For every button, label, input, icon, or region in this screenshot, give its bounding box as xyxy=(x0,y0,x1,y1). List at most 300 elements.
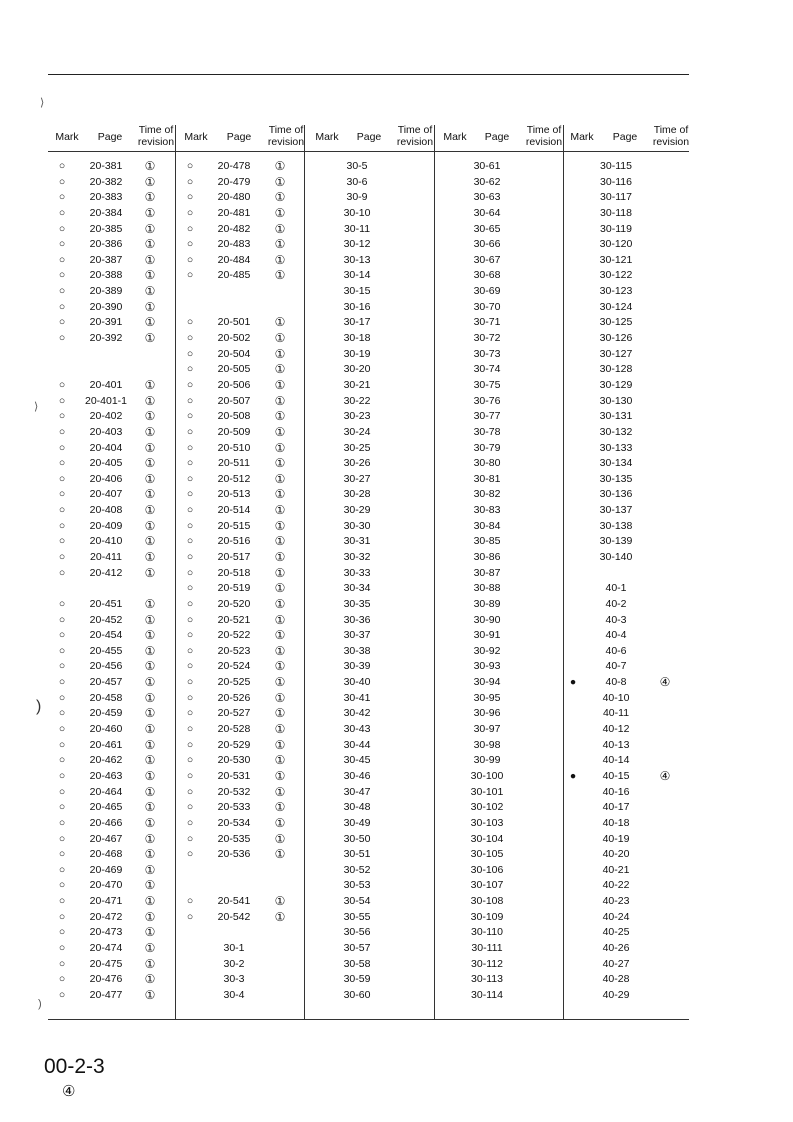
mark-cell: ○ xyxy=(186,833,194,845)
page-cell: 30-108 xyxy=(470,895,504,907)
revision-cell: ① xyxy=(274,190,286,204)
page-cell: 30-13 xyxy=(343,254,371,266)
page-cell: 20-388 xyxy=(89,269,123,281)
page-cell: 30-90 xyxy=(473,614,501,626)
page-cell: 30-14 xyxy=(343,269,371,281)
page-cell: 30-33 xyxy=(343,567,371,579)
mark-cell: ○ xyxy=(186,348,194,360)
page-cell: 20-381 xyxy=(89,160,123,172)
page-cell: 20-392 xyxy=(89,332,123,344)
revision-cell: ① xyxy=(144,628,156,642)
page-cell: 20-455 xyxy=(89,645,123,657)
page-cell: 30-118 xyxy=(600,207,632,219)
page-cell: 30-139 xyxy=(599,535,633,547)
revision-cell: ① xyxy=(274,159,286,173)
page-cell: 30-137 xyxy=(599,504,633,516)
page-cell: 30-91 xyxy=(473,629,501,641)
revision-cell: ① xyxy=(274,894,286,908)
revision-cell: ① xyxy=(144,800,156,814)
revision-cell: ① xyxy=(274,613,286,627)
header-rule xyxy=(48,151,689,152)
page-cell: 30-126 xyxy=(599,332,633,344)
mark-cell: ○ xyxy=(58,379,66,391)
page-cell: 30-50 xyxy=(343,833,371,845)
revision-cell: ① xyxy=(144,425,156,439)
page-cell: 30-52 xyxy=(343,864,371,876)
page-cell: 30-111 xyxy=(471,942,503,954)
page-cell: 20-390 xyxy=(89,301,123,313)
mark-cell: ○ xyxy=(186,410,194,422)
page-cell: 20-522 xyxy=(217,629,251,641)
page-cell: 20-466 xyxy=(89,817,123,829)
column-separator xyxy=(304,125,305,1020)
page-cell: 30-135 xyxy=(599,473,633,485)
page-cell: 30-82 xyxy=(473,488,501,500)
mark-cell: ○ xyxy=(186,160,194,172)
revision-cell: ① xyxy=(274,910,286,924)
page-cell: 20-533 xyxy=(217,801,251,813)
page-cell: 20-407 xyxy=(89,488,123,500)
mark-cell: ○ xyxy=(58,707,66,719)
page-cell: 40-10 xyxy=(602,692,630,704)
page-cell: 30-17 xyxy=(343,316,371,328)
revision-cell: ① xyxy=(274,222,286,236)
page-cell: 30-6 xyxy=(346,176,368,188)
revision-cell: ① xyxy=(144,441,156,455)
mark-cell: ○ xyxy=(186,442,194,454)
mark-cell: ○ xyxy=(58,739,66,751)
revision-cell: ① xyxy=(144,456,156,470)
page-cell: 40-25 xyxy=(602,926,630,938)
revision-cell: ① xyxy=(144,487,156,501)
page-cell: 30-32 xyxy=(343,551,371,563)
revision-cell: ① xyxy=(144,550,156,564)
revision-cell: ① xyxy=(274,362,286,376)
page-cell: 30-120 xyxy=(599,238,633,250)
page-cell: 40-24 xyxy=(602,911,630,923)
page-cell: 20-410 xyxy=(89,535,123,547)
page-cell: 40-6 xyxy=(605,645,627,657)
page-cell: 20-501 xyxy=(217,316,251,328)
page-cell: 30-75 xyxy=(473,379,501,391)
page-cell: 20-478 xyxy=(217,160,251,172)
mark-cell: ○ xyxy=(186,488,194,500)
mark-cell: ○ xyxy=(186,238,194,250)
page-cell: 20-458 xyxy=(89,692,123,704)
page-cell: 20-482 xyxy=(217,223,251,235)
page-cell: 40-19 xyxy=(602,833,630,845)
mark-cell: ○ xyxy=(58,332,66,344)
revision-cell: ① xyxy=(144,472,156,486)
page-cell: 20-518 xyxy=(217,567,251,579)
page-cell: 30-121 xyxy=(599,254,633,266)
page-cell: 20-473 xyxy=(89,926,123,938)
revision-cell: ① xyxy=(274,268,286,282)
page-cell: 30-46 xyxy=(343,770,371,782)
page-cell: 30-39 xyxy=(343,660,371,672)
mark-cell: ○ xyxy=(58,958,66,970)
revision-cell: ① xyxy=(144,941,156,955)
page-cell: 30-62 xyxy=(473,176,501,188)
page-cell: 20-409 xyxy=(89,520,123,532)
mark-cell: ○ xyxy=(186,911,194,923)
page-cell: 30-58 xyxy=(343,958,371,970)
mark-cell: ○ xyxy=(186,786,194,798)
page-cell: 30-101 xyxy=(470,786,504,798)
header-page: Page xyxy=(97,131,123,143)
mark-cell: ○ xyxy=(186,551,194,563)
page-cell: 20-531 xyxy=(217,770,251,782)
page-cell: 30-136 xyxy=(599,488,633,500)
page-cell: 30-24 xyxy=(343,426,371,438)
revision-cell: ① xyxy=(144,394,156,408)
page-cell: 30-72 xyxy=(473,332,501,344)
header-time-of-revision: Time of revision xyxy=(525,124,563,148)
mark-cell: ○ xyxy=(58,833,66,845)
revision-cell: ① xyxy=(144,659,156,673)
revision-cell: ① xyxy=(144,863,156,877)
revision-cell: ① xyxy=(274,785,286,799)
mark-cell: ○ xyxy=(186,457,194,469)
revision-cell: ① xyxy=(144,175,156,189)
page-cell: 20-520 xyxy=(217,598,251,610)
revision-cell: ① xyxy=(274,253,286,267)
page-cell: 20-542 xyxy=(217,911,251,923)
revision-cell: ① xyxy=(274,832,286,846)
page-cell: 20-383 xyxy=(89,191,123,203)
mark-cell: ○ xyxy=(58,926,66,938)
page-cell: 20-534 xyxy=(217,817,251,829)
header-page: Page xyxy=(356,131,382,143)
revision-cell: ① xyxy=(274,378,286,392)
page-cell: 20-385 xyxy=(89,223,123,235)
mark-cell: ○ xyxy=(186,535,194,547)
mark-cell: ○ xyxy=(58,316,66,328)
mark-cell: ○ xyxy=(186,739,194,751)
header-page: Page xyxy=(612,131,638,143)
page-cell: 20-541 xyxy=(217,895,251,907)
mark-cell: ○ xyxy=(186,770,194,782)
page-cell: 20-408 xyxy=(89,504,123,516)
header-time-of-revision: Time of revision xyxy=(267,124,305,148)
page-cell: 30-79 xyxy=(473,442,501,454)
page-cell: 20-405 xyxy=(89,457,123,469)
page-cell: 40-17 xyxy=(602,801,630,813)
page-cell: 30-99 xyxy=(473,754,501,766)
page-cell: 20-401 xyxy=(89,379,123,391)
revision-cell: ① xyxy=(144,847,156,861)
page-cell: 30-81 xyxy=(473,473,501,485)
page-cell: 30-67 xyxy=(473,254,501,266)
page-cell: 20-521 xyxy=(217,614,251,626)
revision-cell: ① xyxy=(274,847,286,861)
column-separator xyxy=(563,125,564,1020)
revision-cell: ① xyxy=(274,175,286,189)
page-cell: 20-469 xyxy=(89,864,123,876)
mark-cell: ○ xyxy=(186,379,194,391)
page-cell: 30-114 xyxy=(471,989,503,1001)
page-cell: 30-43 xyxy=(343,723,371,735)
revision-cell: ① xyxy=(144,284,156,298)
page-cell: 30-61 xyxy=(473,160,501,172)
page-cell: 30-56 xyxy=(343,926,371,938)
page-cell: 30-44 xyxy=(343,739,371,751)
revision-cell: ① xyxy=(144,159,156,173)
revision-cell: ① xyxy=(274,456,286,470)
page-cell: 20-459 xyxy=(89,707,123,719)
mark-cell: ○ xyxy=(58,942,66,954)
mark-cell: ○ xyxy=(186,473,194,485)
revision-cell: ④ xyxy=(659,675,671,689)
mark-cell: ○ xyxy=(186,223,194,235)
page-cell: 30-48 xyxy=(343,801,371,813)
revision-cell: ① xyxy=(144,190,156,204)
header-mark: Mark xyxy=(443,131,467,143)
page-number: 00-2-3 xyxy=(44,1055,105,1078)
page-cell: 30-94 xyxy=(473,676,501,688)
mark-cell: ○ xyxy=(58,770,66,782)
mark-cell: ○ xyxy=(186,614,194,626)
revision-cell: ① xyxy=(274,628,286,642)
mark-cell: ○ xyxy=(186,504,194,516)
revision-cell: ① xyxy=(274,738,286,752)
page-cell: 30-59 xyxy=(343,973,371,985)
mark-cell: ○ xyxy=(186,723,194,735)
mark-cell: ○ xyxy=(58,989,66,1001)
revision-cell: ① xyxy=(274,722,286,736)
page-cell: 40-27 xyxy=(602,958,630,970)
page-cell: 30-84 xyxy=(473,520,501,532)
page-cell: 20-484 xyxy=(217,254,251,266)
page-cell: 30-23 xyxy=(343,410,371,422)
page-cell: 20-465 xyxy=(89,801,123,813)
mark-cell: ○ xyxy=(186,395,194,407)
page-cell: 30-77 xyxy=(473,410,501,422)
page-cell: 30-88 xyxy=(473,582,501,594)
page-cell: 30-20 xyxy=(343,363,371,375)
mark-cell: ○ xyxy=(58,660,66,672)
page-cell: 30-2 xyxy=(223,958,245,970)
page-cell: 30-42 xyxy=(343,707,371,719)
mark-cell: ○ xyxy=(58,520,66,532)
revision-cell: ① xyxy=(144,315,156,329)
page-cell: 20-462 xyxy=(89,754,123,766)
page-cell: 20-515 xyxy=(217,520,251,532)
revision-cell: ① xyxy=(144,534,156,548)
page-cell: 30-19 xyxy=(343,348,371,360)
revision-cell: ① xyxy=(274,472,286,486)
page-cell: 30-26 xyxy=(343,457,371,469)
mark-cell: ○ xyxy=(186,363,194,375)
header-page: Page xyxy=(484,131,510,143)
revision-cell: ① xyxy=(144,957,156,971)
page-cell: 20-519 xyxy=(217,582,251,594)
header-time-of-revision: Time of revision xyxy=(137,124,175,148)
mark-cell: ○ xyxy=(186,520,194,532)
page-cell: 20-481 xyxy=(217,207,251,219)
mark-cell: ○ xyxy=(58,692,66,704)
revision-cell: ① xyxy=(144,769,156,783)
revision-cell: ① xyxy=(274,659,286,673)
page-cell: 20-504 xyxy=(217,348,251,360)
mark-cell: ○ xyxy=(58,973,66,985)
mark-cell: ○ xyxy=(58,723,66,735)
page-cell: 30-80 xyxy=(473,457,501,469)
mark-cell: ○ xyxy=(58,395,66,407)
margin-mark: ) xyxy=(38,998,42,1010)
page-cell: 30-117 xyxy=(600,191,632,203)
page-cell: 40-7 xyxy=(605,660,627,672)
mark-cell: ○ xyxy=(186,848,194,860)
page-cell: 30-110 xyxy=(471,926,503,938)
page-cell: 20-384 xyxy=(89,207,123,219)
revision-cell: ① xyxy=(274,534,286,548)
page-cell: 30-109 xyxy=(470,911,504,923)
header-page: Page xyxy=(226,131,252,143)
revision-cell: ① xyxy=(274,566,286,580)
page-cell: 30-129 xyxy=(599,379,633,391)
page-cell: 20-472 xyxy=(89,911,123,923)
revision-cell: ① xyxy=(274,816,286,830)
page-cell: 30-11 xyxy=(343,223,371,235)
page-cell: 20-517 xyxy=(217,551,251,563)
page-cell: 30-115 xyxy=(600,160,632,172)
mark-cell: ○ xyxy=(58,160,66,172)
page-cell: 30-49 xyxy=(343,817,371,829)
page-cell: 20-512 xyxy=(217,473,251,485)
mark-cell: ○ xyxy=(186,707,194,719)
page-cell: 30-73 xyxy=(473,348,501,360)
mark-cell: ○ xyxy=(58,551,66,563)
page-cell: 20-456 xyxy=(89,660,123,672)
revision-cell: ① xyxy=(144,206,156,220)
page-cell: 40-16 xyxy=(602,786,630,798)
revision-cell: ① xyxy=(274,331,286,345)
page-cell: 30-130 xyxy=(599,395,633,407)
mark-cell: ○ xyxy=(186,660,194,672)
page-cell: 30-85 xyxy=(473,535,501,547)
page-revision-mark: ④ xyxy=(62,1083,76,1100)
revision-cell: ① xyxy=(144,378,156,392)
page-cell: 20-382 xyxy=(89,176,123,188)
page-cell: 40-22 xyxy=(602,879,630,891)
revision-cell: ① xyxy=(274,550,286,564)
mark-cell: ○ xyxy=(58,598,66,610)
revision-cell: ① xyxy=(144,988,156,1002)
page-cell: 20-457 xyxy=(89,676,123,688)
mark-cell: ○ xyxy=(58,614,66,626)
page-cell: 30-125 xyxy=(599,316,633,328)
page-cell: 20-475 xyxy=(89,958,123,970)
page-cell: 20-404 xyxy=(89,442,123,454)
page-cell: 20-530 xyxy=(217,754,251,766)
revision-cell: ① xyxy=(144,706,156,720)
mark-cell: ○ xyxy=(186,817,194,829)
header-mark: Mark xyxy=(55,131,79,143)
header-mark: Mark xyxy=(570,131,594,143)
revision-cell: ① xyxy=(144,910,156,924)
revision-cell: ① xyxy=(274,394,286,408)
page-cell: 30-97 xyxy=(473,723,501,735)
page-cell: 20-529 xyxy=(217,739,251,751)
page-cell: 30-131 xyxy=(599,410,633,422)
page-cell: 20-468 xyxy=(89,848,123,860)
margin-mark: ⟩ xyxy=(34,401,39,413)
page-cell: 30-98 xyxy=(473,739,501,751)
page-cell: 20-527 xyxy=(217,707,251,719)
page-cell: 30-140 xyxy=(599,551,633,563)
page-cell: 30-1 xyxy=(223,942,245,954)
revision-cell: ① xyxy=(144,613,156,627)
page-cell: 30-76 xyxy=(473,395,501,407)
margin-mark: ⟩ xyxy=(40,97,45,109)
page-cell: 30-9 xyxy=(346,191,368,203)
page-cell: 30-29 xyxy=(343,504,371,516)
page-cell: 30-16 xyxy=(343,301,371,313)
page-cell: 20-411 xyxy=(90,551,122,563)
margin-mark: ) xyxy=(36,698,42,715)
page-cell: 30-25 xyxy=(343,442,371,454)
page-cell: 30-18 xyxy=(343,332,371,344)
page-cell: 30-86 xyxy=(473,551,501,563)
page-cell: 20-402 xyxy=(89,410,123,422)
mark-cell: ○ xyxy=(186,332,194,344)
page-cell: 30-116 xyxy=(600,176,632,188)
header-mark: Mark xyxy=(184,131,208,143)
page-cell: 20-513 xyxy=(217,488,251,500)
revision-cell: ① xyxy=(274,519,286,533)
page-cell: 20-505 xyxy=(217,363,251,375)
page-cell: 30-138 xyxy=(599,520,633,532)
revision-cell: ④ xyxy=(659,769,671,783)
page-cell: 40-26 xyxy=(602,942,630,954)
page-cell: 30-103 xyxy=(470,817,504,829)
page-cell: 30-36 xyxy=(343,614,371,626)
revision-cell: ① xyxy=(274,581,286,595)
mark-cell: ○ xyxy=(58,676,66,688)
mark-cell: ○ xyxy=(186,801,194,813)
page-cell: 30-37 xyxy=(343,629,371,641)
mark-cell: ○ xyxy=(186,316,194,328)
mark-cell: ○ xyxy=(58,504,66,516)
page-cell: 30-28 xyxy=(343,488,371,500)
mark-cell: ○ xyxy=(186,598,194,610)
mark-cell: ○ xyxy=(186,426,194,438)
mark-cell: ○ xyxy=(58,786,66,798)
page-cell: 30-134 xyxy=(599,457,633,469)
mark-cell: ○ xyxy=(58,176,66,188)
revision-cell: ① xyxy=(144,972,156,986)
revision-cell: ① xyxy=(274,706,286,720)
page-cell: 40-18 xyxy=(602,817,630,829)
page-cell: 30-124 xyxy=(599,301,633,313)
page-cell: 40-1 xyxy=(605,582,627,594)
mark-cell: ○ xyxy=(58,848,66,860)
mark-cell: ○ xyxy=(58,254,66,266)
page-cell: 20-387 xyxy=(89,254,123,266)
mark-cell: ○ xyxy=(186,191,194,203)
mark-cell: ○ xyxy=(58,301,66,313)
page-cell: 20-386 xyxy=(89,238,123,250)
mark-cell: ○ xyxy=(186,254,194,266)
mark-cell: ○ xyxy=(58,410,66,422)
page-cell: 30-71 xyxy=(473,316,501,328)
page-cell: 20-523 xyxy=(217,645,251,657)
revision-cell: ① xyxy=(144,722,156,736)
column-separator xyxy=(434,125,435,1020)
page-cell: 20-403 xyxy=(89,426,123,438)
page-cell: 30-119 xyxy=(600,223,632,235)
